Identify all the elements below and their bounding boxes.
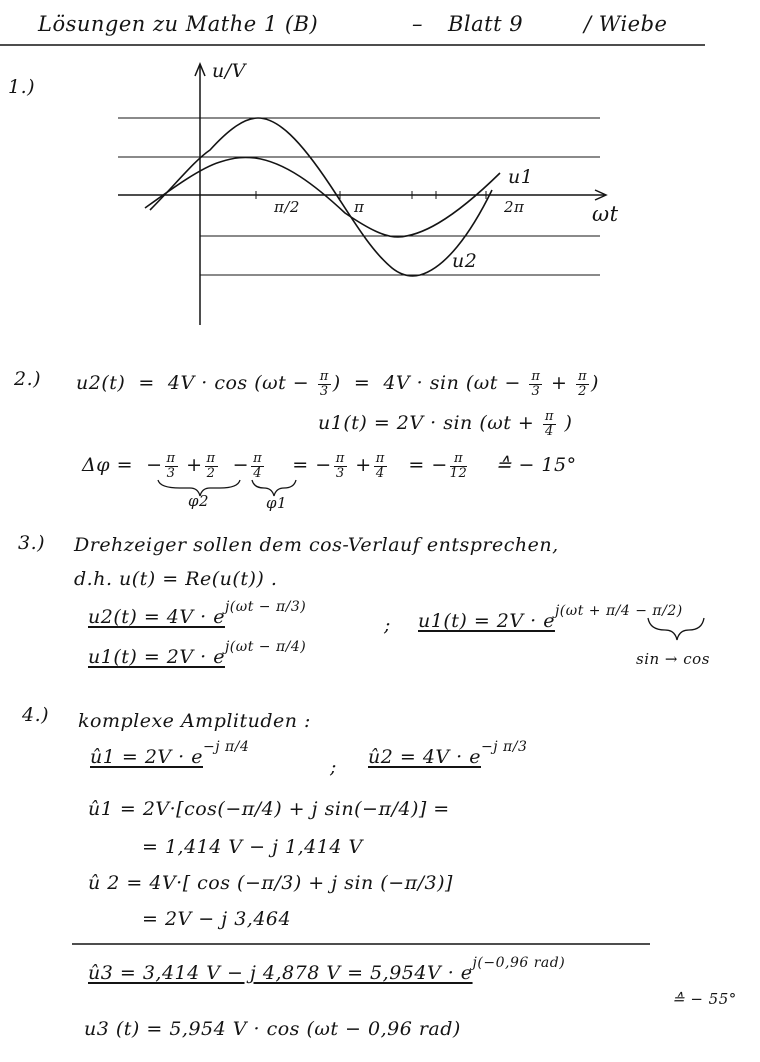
exponent: j(ωt − π/3): [224, 599, 307, 615]
paren: ): [332, 372, 341, 395]
u1-sin: u1(t) = 2V · sin (ωt +: [318, 412, 541, 435]
frac: $\frac{\pi}{3}$: [335, 451, 345, 481]
task3-label: 3.): [18, 532, 46, 554]
u2-sin: 4V · sin (ωt −: [383, 372, 528, 395]
u2-cos: 4V · cos (ωt −: [167, 372, 316, 395]
frac: $\frac{\pi}{3}$: [531, 369, 541, 399]
frac: $\frac{\pi}{4}$: [253, 451, 263, 481]
frac: $\frac{\pi}{12}$: [449, 451, 468, 481]
task4-line5: û 2 = 4V·[ cos (−π/3) + j sin (−π/3)]: [88, 872, 453, 894]
sine-graph: [118, 60, 606, 325]
task4-line7: [88, 955, 566, 984]
brace-label-phi2: φ2: [188, 492, 210, 510]
u1-phasor: u1(t) = 2V · e: [88, 646, 225, 668]
u2-phasor: u2(t) = 4V · e: [88, 606, 225, 628]
dphi-result: ≙ − 15°: [495, 454, 577, 477]
author-name: / Wiebe: [584, 12, 668, 36]
frac: $\frac{\pi}{4}$: [375, 451, 385, 481]
curve-u2: [150, 118, 492, 276]
curve-u1: [145, 157, 500, 237]
task4-line4: = 1,414 V − j 1,414 V: [142, 836, 363, 858]
eq: = −: [292, 454, 332, 477]
amp-u2: û2 = 4V · e: [368, 746, 481, 768]
task4-deg: ≙ − 55°: [672, 990, 737, 1008]
u2-lhs: u2(t): [76, 372, 126, 395]
x-axis-label: ωt: [592, 202, 619, 226]
frac: $\frac{\pi}{3}$: [319, 369, 329, 399]
plus: +: [186, 454, 203, 477]
page-title: Lösungen zu Mathe 1 (B): [38, 12, 319, 36]
paren: ): [557, 412, 573, 435]
task4-semicolon: ;: [330, 756, 337, 778]
y-axis-label: u/V: [212, 60, 246, 82]
paren: ): [591, 372, 599, 395]
frac: $\frac{\pi}{2}$: [577, 369, 587, 399]
task1-label: 1.): [8, 76, 36, 98]
task4-line3: û1 = 2V·[cos(−π/4) + j sin(−π/4)] =: [88, 798, 450, 820]
tick-label-pi: π: [354, 198, 365, 216]
sheet-number: Blatt 9: [448, 12, 524, 36]
task4-label: 4.): [22, 704, 50, 726]
exponent: j(ωt − π/4): [224, 639, 307, 655]
dphi-lhs: Δφ =: [82, 454, 133, 477]
plus: +: [544, 372, 574, 395]
task4-heading: komplexe Amplituden :: [78, 710, 311, 732]
exponent: −j π/4: [203, 739, 250, 755]
task3-text1: Drehzeiger sollen dem cos-Verlauf entsprechen,: [74, 534, 559, 556]
curve-label-u1: u1: [508, 166, 534, 188]
frac: $\frac{\pi}{2}$: [206, 451, 216, 481]
u1-phasor-shift: u1(t) = 2V · e: [418, 610, 555, 632]
task3-text2: d.h. u(t) = Re(u(t)) .: [74, 568, 278, 590]
plus: +: [355, 454, 372, 477]
frac: $\frac{\pi}{4}$: [544, 409, 554, 439]
title-dash: –: [412, 12, 423, 36]
eq: =: [138, 372, 155, 395]
minus: −: [232, 454, 250, 477]
exponent: j(ωt + π/4 − π/2): [554, 603, 683, 619]
curve-label-u2: u2: [452, 250, 478, 272]
frac: $\frac{\pi}{3}$: [166, 451, 176, 481]
task2-line2: [318, 410, 572, 438]
eq: = −: [408, 454, 448, 477]
amp-u3: û3 = 3,414 V − j 4,878 V = 5,954V · e: [88, 962, 473, 984]
task2-label: 2.): [14, 368, 42, 390]
task3-note: sin → cos: [636, 650, 710, 668]
task3-semicolon: ;: [384, 614, 391, 636]
task2-dphi: [82, 452, 577, 480]
amp-u1: û1 = 2V · e: [90, 746, 203, 768]
task4-line8: u3 (t) = 5,954 V · cos (ωt − 0,96 rad): [84, 1018, 461, 1040]
brace-label-phi1: φ1: [266, 494, 288, 512]
exponent: −j π/3: [481, 739, 528, 755]
exponent: j(−0,96 rad): [472, 955, 566, 971]
minus: −: [146, 454, 163, 477]
tick-label-pi-half: π/2: [274, 198, 300, 216]
task4-line6: = 2V − j 3,464: [142, 908, 292, 930]
eq: =: [353, 372, 371, 395]
tick-label-2pi: 2π: [504, 198, 525, 216]
task2-line1: [76, 370, 599, 398]
